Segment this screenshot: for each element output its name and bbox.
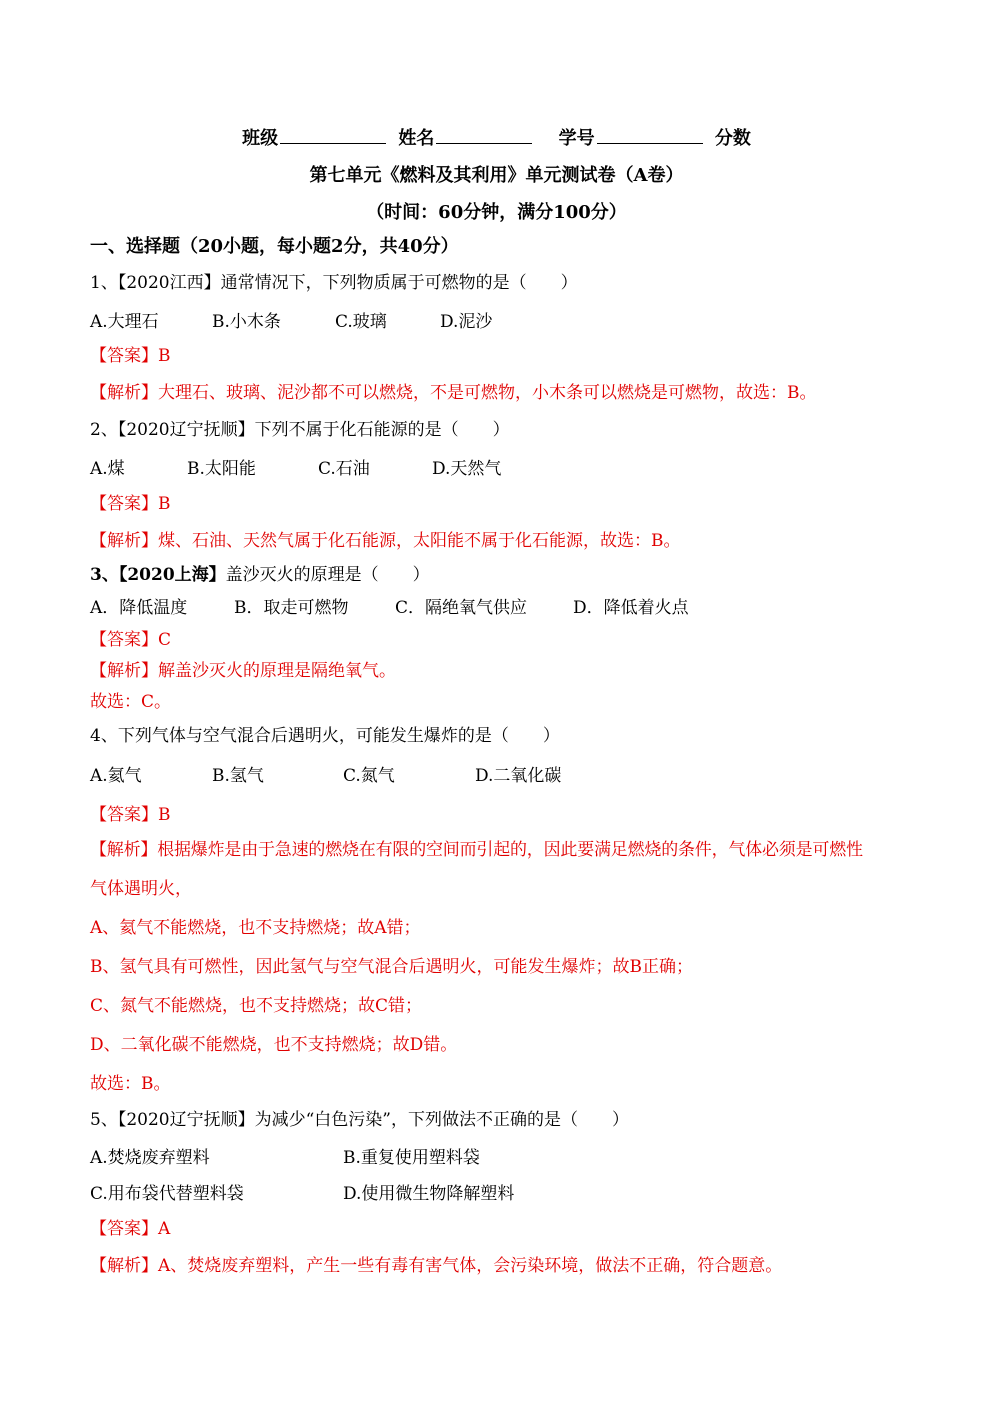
q2-analysis: 【解析】煤、石油、天然气属于化石能源，太阳能不属于化石能源，故选：B。 [90, 531, 681, 551]
q1-option-a: A.大理石 [90, 312, 159, 332]
q2-option-b: B.太阳能 [187, 459, 256, 479]
q4-analysis-a: A、氦气不能燃烧，也不支持燃烧；故A错； [90, 918, 421, 938]
q4-stem: 4、下列气体与空气混合后遇明火，可能发生爆炸的是（ ） [90, 726, 560, 746]
q5-option-c: C.用布袋代替塑料袋 [90, 1184, 244, 1204]
q5-answer: 【答案】A [90, 1219, 171, 1239]
score-label: 分数 [714, 128, 751, 149]
q2-answer: 【答案】B [90, 494, 171, 514]
q3-option-a: A．降低温度 [90, 598, 188, 618]
q5-analysis: 【解析】A、焚烧废弃塑料，产生一些有毒有害气体，会污染环境，做法不正确，符合题意。 [90, 1256, 783, 1276]
q2-option-d: D.天然气 [432, 459, 502, 479]
q4-conclusion: 故选：B。 [90, 1074, 171, 1094]
q1-answer: 【答案】B [90, 346, 171, 366]
q4-analysis-line2: 气体遇明火， [90, 879, 192, 899]
page-title: 第七单元《燃料及其利用》单元测试卷（A卷） [309, 165, 684, 186]
q1-option-b: B.小木条 [212, 312, 281, 332]
class-label: 班级 [242, 128, 279, 149]
student-id-blank[interactable] [597, 125, 703, 144]
q4-option-d: D.二氧化碳 [475, 766, 562, 786]
q1-analysis: 【解析】大理石、玻璃、泥沙都不可以燃烧，不是可燃物，小木条可以燃烧是可燃物，故选：B。 [90, 383, 817, 403]
q5-option-d: D.使用微生物降解塑料 [343, 1184, 515, 1204]
q3-conclusion: 故选：C。 [90, 692, 172, 712]
q2-option-c: C.石油 [318, 459, 370, 479]
q4-analysis-b: B、氢气具有可燃性，因此氢气与空气混合后遇明火，可能发生爆炸；故B正确； [90, 957, 693, 977]
name-label: 姓名 [398, 128, 435, 149]
q4-option-a: A.氦气 [90, 766, 142, 786]
q4-option-b: B.氢气 [212, 766, 264, 786]
q3-option-d: D．降低着火点 [573, 598, 689, 618]
name-blank[interactable] [436, 125, 532, 144]
page-subtitle: （时间：60分钟，满分100分） [366, 202, 627, 223]
q4-analysis-line1: 【解析】根据爆炸是由于急速的燃烧在有限的空间而引起的，因此要满足燃烧的条件，气体必须是可燃性 [90, 840, 863, 860]
section-heading: 一、选择题（20小题，每小题2分，共40分） [90, 236, 459, 257]
q4-analysis-d: D、二氧化碳不能燃烧，也不支持燃烧；故D错。 [90, 1035, 458, 1055]
q4-option-c: C.氮气 [343, 766, 395, 786]
class-blank[interactable] [280, 125, 386, 144]
q1-option-d: D.泥沙 [440, 312, 493, 332]
student-id-label: 学号 [558, 128, 595, 149]
q3-option-b: B．取走可燃物 [234, 598, 349, 618]
q3-stem [90, 564, 430, 586]
q3-analysis: 【解析】解盖沙灭火的原理是隔绝氧气。 [90, 661, 396, 681]
q2-stem: 2、【2020辽宁抚顺】下列不属于化石能源的是（ ） [90, 420, 510, 440]
q3-stem-source: 3、【2020上海】 [90, 565, 226, 585]
q1-option-c: C.玻璃 [335, 312, 387, 332]
q3-stem-text: 盖沙灭火的原理是（ ） [225, 565, 430, 585]
q2-option-a: A.煤 [90, 459, 125, 479]
q5-stem: 5、【2020辽宁抚顺】为减少“白色污染”，下列做法不正确的是（ ） [90, 1110, 629, 1130]
q5-option-a: A.焚烧废弃塑料 [90, 1148, 210, 1168]
q1-stem: 1、【2020江西】通常情况下，下列物质属于可燃物的是（ ） [90, 273, 578, 293]
q4-analysis-c: C、氮气不能燃烧，也不支持燃烧；故C错； [90, 996, 423, 1016]
q3-answer: 【答案】C [90, 630, 172, 650]
student-info-line [0, 124, 993, 150]
q3-option-c: C．隔绝氧气供应 [395, 598, 528, 618]
q5-option-b: B.重复使用塑料袋 [343, 1148, 480, 1168]
q4-answer: 【答案】B [90, 805, 171, 825]
